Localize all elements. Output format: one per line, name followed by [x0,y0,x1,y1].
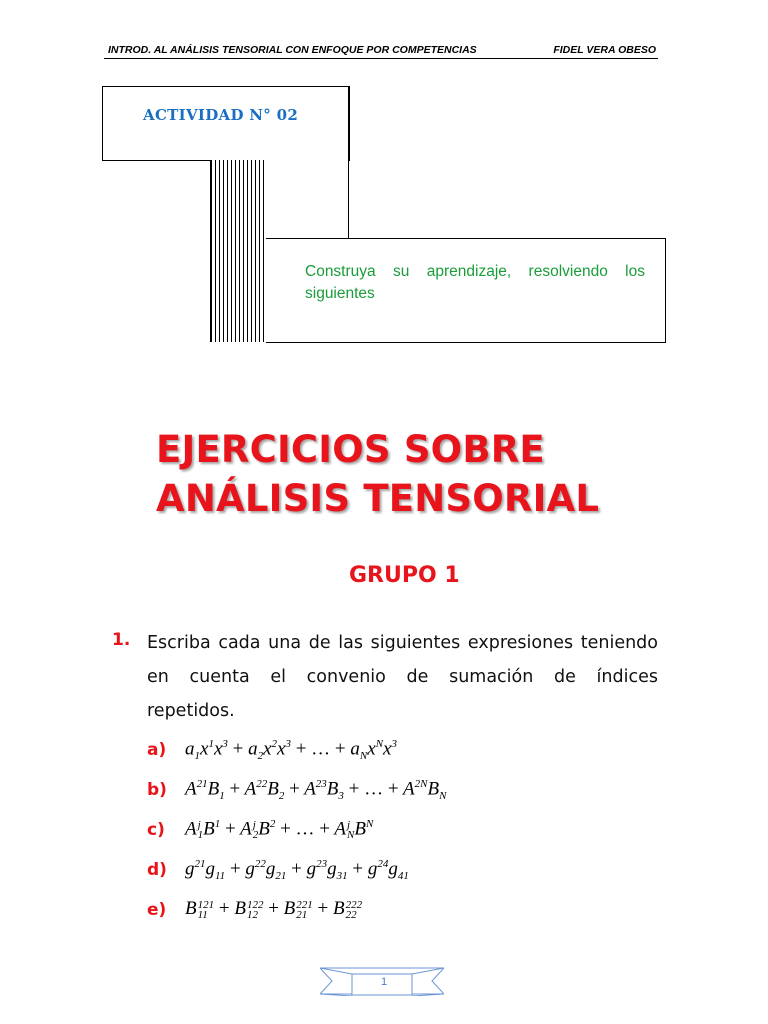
group-heading: GRUPO 1 [349,563,460,588]
math-expression: $g^{21}g_{11} + g^{22}g_{21} + g^{23}g_{31} + g^{24}g_{41}$ [185,858,409,883]
math-expression: A j 1 $B^1 + A$ j 2 $B^2$ + … + A j N $B^N$ [185,818,374,841]
item-label: a) [147,740,167,760]
page-title [156,425,599,523]
item-label: d) [147,860,167,880]
item-label: b) [147,780,167,800]
math-expression: $A^{21}B_1 + A^{22}B_2 + A^{23}B_3$ + … + $A^{2N}B_N$ [185,778,447,803]
header-course-title: INTROD. AL ANÁLISIS TENSORIAL CON ENFOQUE POR COMPETENCIAS [108,44,477,56]
activity-box-edge [102,160,210,161]
question-number: 1. [112,630,131,650]
math-expression: $a_1x^1x^3 + a_2x^2x^3$ + … + $a_Nx^Nx^3$ [185,738,397,763]
question-line-1: Escriba cada una de las siguientes expresiones teniendo [147,633,658,653]
striped-connector [210,160,267,342]
math-expression: B 121 11 + B 122 12 + B 221 21 + B 222 22 [185,898,363,921]
question-line-3: repetidos. [147,701,235,721]
instruction-line-1: Construya su aprendizaje, resolviendo los [305,263,645,280]
activity-title: ACTIVIDAD N° 02 [143,106,299,124]
header-author: FIDEL VERA OBESO [553,44,656,56]
title-line-1: EJERCICIOS SOBRE [156,428,545,471]
activity-box-right-edge [348,86,349,238]
page-number: 1 [380,976,388,988]
instruction-line-2: siguientes [305,285,375,302]
running-header [104,42,658,59]
title-line-2: ANÁLISIS TENSORIAL [156,477,600,520]
instruction-text [305,261,645,305]
question-line-2: en cuenta el convenio de sumación de índices [147,667,658,687]
item-label: c) [147,820,165,840]
item-label: e) [147,900,167,920]
question-text [147,626,658,728]
